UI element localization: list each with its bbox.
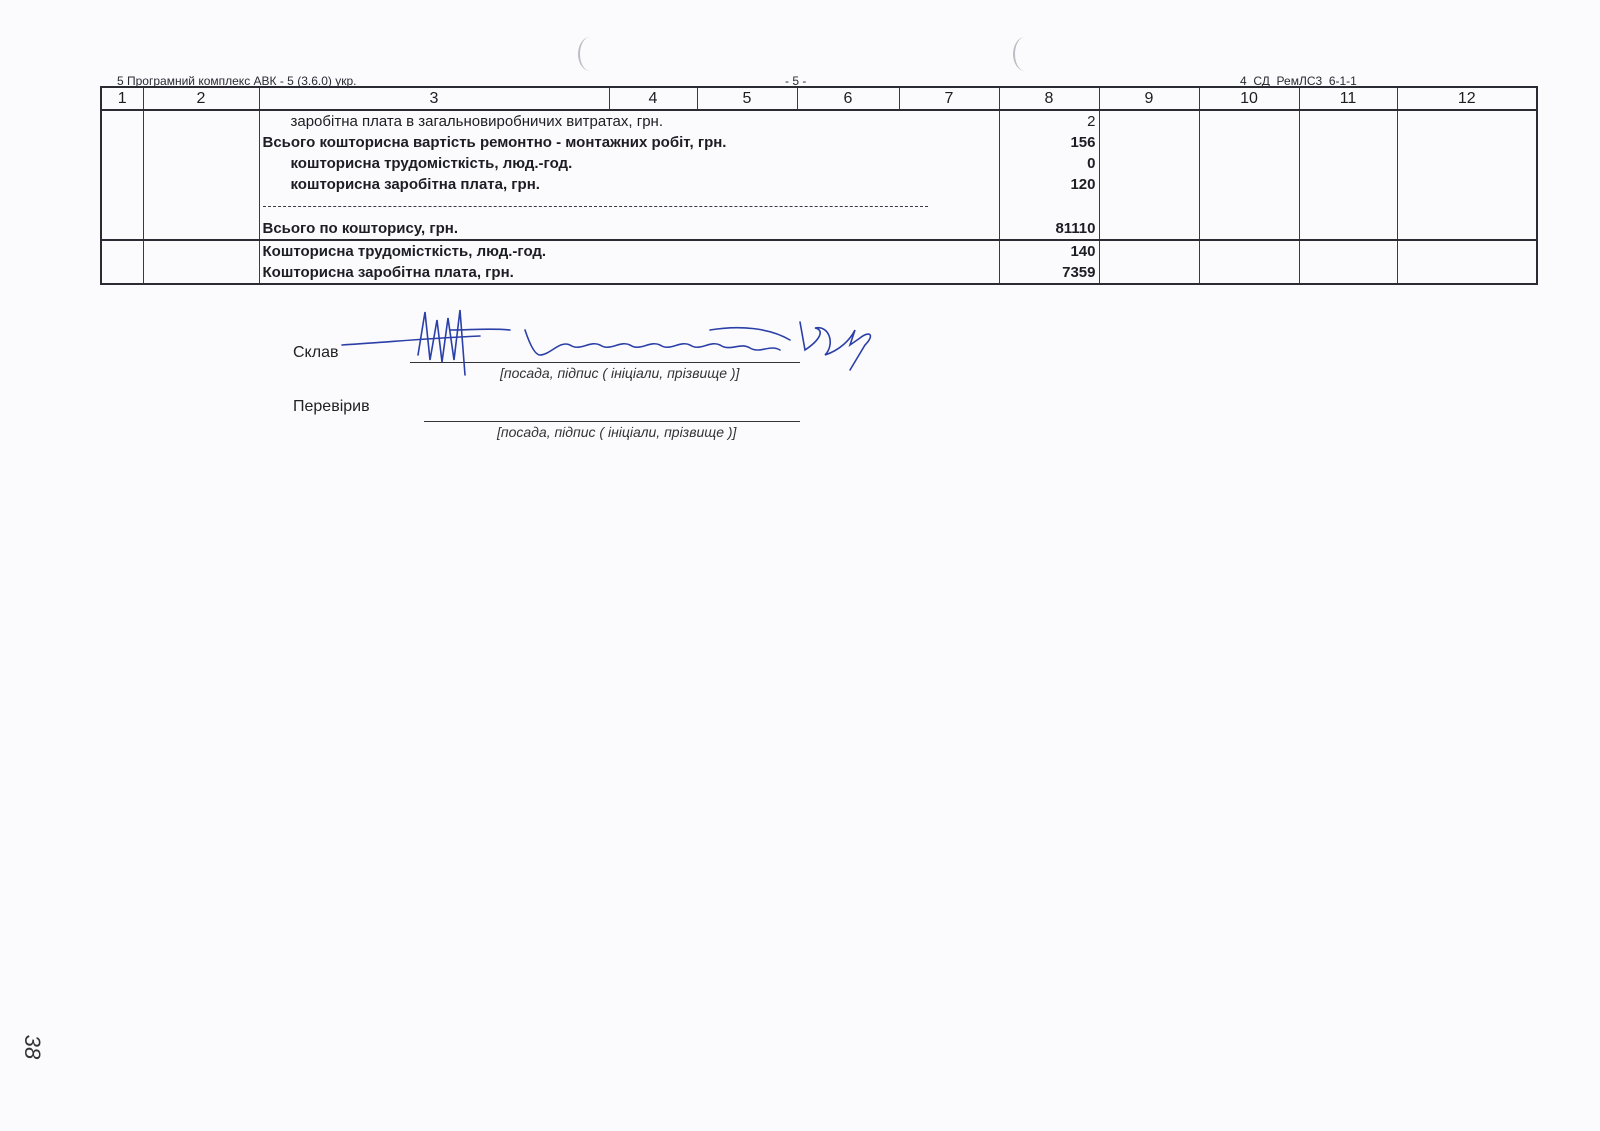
row-text: заробітна плата в загальновиробничих витратах, грн. <box>290 113 663 130</box>
column-header: 12 <box>1397 87 1537 110</box>
summary-text: Кошторисна заробітна плата, грн. <box>262 264 514 281</box>
row-value: 120 <box>1070 176 1096 193</box>
column-header: 3 <box>259 87 609 110</box>
punch-hole-mark <box>578 37 602 71</box>
punch-hole-mark <box>1013 37 1037 71</box>
summary-row <box>101 240 1537 284</box>
row-value: 81110 <box>1055 220 1096 237</box>
column-header: 1 <box>101 87 143 110</box>
description-cell <box>259 110 999 240</box>
column-header: 7 <box>899 87 999 110</box>
row-value: 0 <box>1087 155 1096 172</box>
column-header: 4 <box>609 87 697 110</box>
header-document-code: 4_СД_РемЛС3_6-1-1 <box>1240 74 1357 88</box>
row-text: кошторисна трудомісткість, люд.-год. <box>290 155 573 172</box>
summary-value: 7359 <box>1062 264 1096 281</box>
row-value: 2 <box>1087 113 1096 130</box>
row-text: Всього кошторисна вартість ремонтно - монтажних робіт, грн. <box>262 134 727 151</box>
header-page-number: - 5 - <box>785 74 807 88</box>
row-text: кошторисна заробітна плата, грн. <box>290 176 540 193</box>
column-header: 9 <box>1099 87 1199 110</box>
summary-value-cell <box>999 240 1099 284</box>
column-header: 2 <box>143 87 259 110</box>
row-value: 156 <box>1070 134 1096 151</box>
handwritten-page-number: 38 <box>20 1034 46 1060</box>
summary-description-cell <box>259 240 999 284</box>
summary-value: 140 <box>1070 243 1096 260</box>
checked-by-signature-line <box>424 421 800 422</box>
checked-by-label: Перевірив <box>293 398 370 415</box>
column-header: 6 <box>797 87 899 110</box>
column-number-row <box>101 87 1537 110</box>
dashed-separator <box>263 195 996 218</box>
column-header: 5 <box>697 87 797 110</box>
header-software-name: 5 Програмний комплекс АВК - 5 (3.6.0) укр. <box>117 74 357 88</box>
checked-by-caption: [посада, підпис ( ініціали, прізвище )] <box>497 424 737 440</box>
column-header: 8 <box>999 87 1099 110</box>
table-row <box>101 110 1537 240</box>
compiled-by-caption: [посада, підпис ( ініціали, прізвище )] <box>500 365 740 381</box>
value-cell <box>999 110 1099 240</box>
summary-text: Кошторисна трудомісткість, люд.-год. <box>262 243 547 260</box>
row-text: Всього по кошторису, грн. <box>262 220 459 237</box>
handwritten-signature <box>330 300 890 380</box>
column-header: 10 <box>1199 87 1299 110</box>
compiled-by-label: Склав <box>293 344 339 361</box>
estimate-table <box>100 86 1538 285</box>
column-header: 11 <box>1299 87 1397 110</box>
